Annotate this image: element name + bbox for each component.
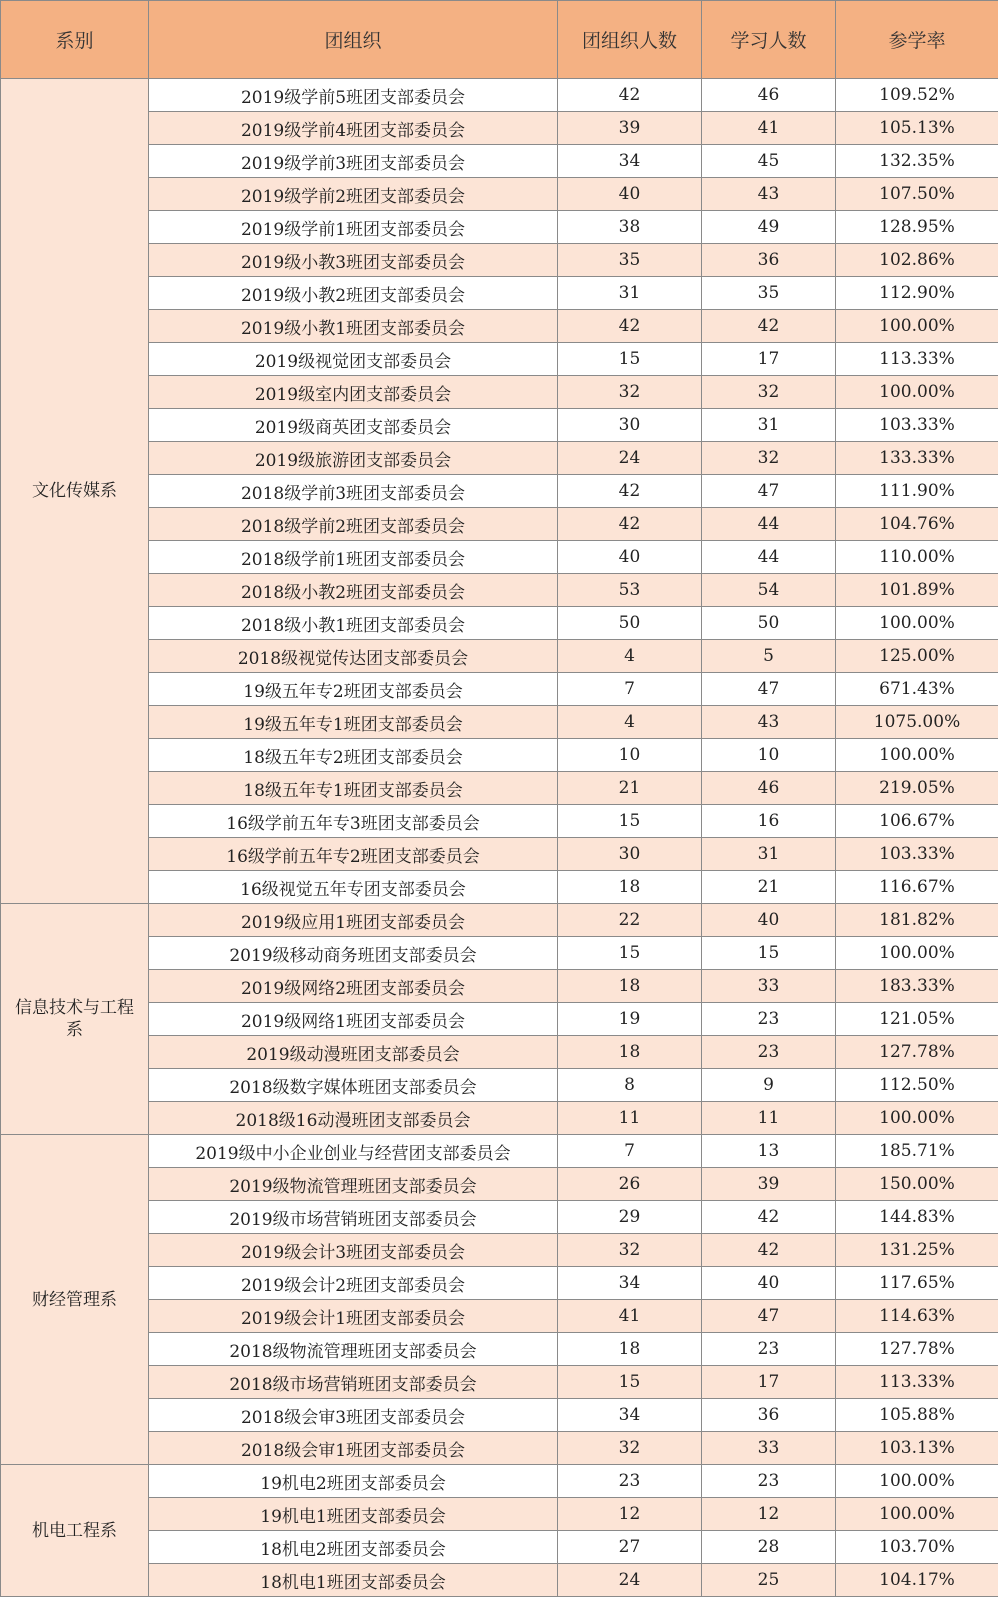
member-count-cell: 24 [558,442,702,475]
organization-cell: 2018级会审3班团支部委员会 [149,1399,558,1432]
participation-rate-cell: 132.35% [836,145,998,178]
learner-count-cell: 15 [702,937,836,970]
participation-rate-cell: 109.52% [836,79,998,112]
table-row [1,409,998,442]
learner-count-cell: 9 [702,1069,836,1102]
participation-rate-cell: 100.00% [836,310,998,343]
organization-cell: 2018级视觉传达团支部委员会 [149,640,558,673]
participation-rate-cell: 100.00% [836,607,998,640]
participation-rate-cell: 100.00% [836,937,998,970]
organization-cell: 2018级数字媒体班团支部委员会 [149,1069,558,1102]
table-row [1,1069,998,1102]
participation-rate-cell: 107.50% [836,178,998,211]
organization-cell: 2019级旅游团支部委员会 [149,442,558,475]
participation-rate-cell: 116.67% [836,871,998,904]
member-count-cell: 30 [558,838,702,871]
learner-count-cell: 40 [702,904,836,937]
learner-count-cell: 47 [702,475,836,508]
participation-rate-cell: 1075.00% [836,706,998,739]
participation-rate-cell: 133.33% [836,442,998,475]
participation-rate-cell: 104.76% [836,508,998,541]
organization-cell: 2018级小教2班团支部委员会 [149,574,558,607]
learner-count-cell: 49 [702,211,836,244]
organization-cell: 2019级学前5班团支部委员会 [149,79,558,112]
table-row [1,937,998,970]
table-row [1,277,998,310]
member-count-cell: 30 [558,409,702,442]
learner-count-cell: 11 [702,1102,836,1135]
member-count-cell: 11 [558,1102,702,1135]
participation-rate-cell: 105.88% [836,1399,998,1432]
learner-count-cell: 43 [702,178,836,211]
table-row [1,805,998,838]
organization-cell: 2019级室内团支部委员会 [149,376,558,409]
member-count-cell: 7 [558,1135,702,1168]
table-row [1,1432,998,1465]
member-count-cell: 24 [558,1564,702,1597]
organization-cell: 2019级商英团支部委员会 [149,409,558,442]
organization-cell: 2019级小教1班团支部委员会 [149,310,558,343]
learner-count-cell: 42 [702,310,836,343]
table-row [1,475,998,508]
learner-count-cell: 23 [702,1003,836,1036]
participation-rate-cell: 103.13% [836,1432,998,1465]
member-count-cell: 7 [558,673,702,706]
member-count-cell: 32 [558,376,702,409]
table-row [1,343,998,376]
organization-cell: 2019级学前2班团支部委员会 [149,178,558,211]
participation-rate-cell: 103.33% [836,409,998,442]
learner-count-cell: 45 [702,145,836,178]
table-row [1,1102,998,1135]
learner-count-cell: 46 [702,772,836,805]
participation-rate-cell: 128.95% [836,211,998,244]
member-count-cell: 15 [558,343,702,376]
member-count-cell: 40 [558,541,702,574]
member-count-cell: 42 [558,508,702,541]
organization-cell: 2018级16动漫班团支部委员会 [149,1102,558,1135]
member-count-cell: 42 [558,310,702,343]
organization-cell: 2019级学前4班团支部委员会 [149,112,558,145]
header-row [1,1,998,79]
member-count-cell: 38 [558,211,702,244]
organization-cell: 2018级物流管理班团支部委员会 [149,1333,558,1366]
department-cell: 信息技术与工程系 [1,904,149,1135]
table-row [1,1564,998,1597]
header-participation-rate: 参学率 [836,1,998,79]
learner-count-cell: 36 [702,244,836,277]
member-count-cell: 4 [558,640,702,673]
participation-rate-cell: 105.13% [836,112,998,145]
table-row [1,541,998,574]
member-count-cell: 34 [558,1267,702,1300]
table-row [1,145,998,178]
learner-count-cell: 33 [702,970,836,1003]
learner-count-cell: 25 [702,1564,836,1597]
table-row [1,574,998,607]
organization-cell: 2019级物流管理班团支部委员会 [149,1168,558,1201]
organization-cell: 2018级市场营销班团支部委员会 [149,1366,558,1399]
table-row [1,607,998,640]
learner-count-cell: 47 [702,673,836,706]
organization-cell: 2019级视觉团支部委员会 [149,343,558,376]
member-count-cell: 35 [558,244,702,277]
table-row [1,79,998,112]
member-count-cell: 26 [558,1168,702,1201]
participation-rate-cell: 103.33% [836,838,998,871]
member-count-cell: 40 [558,178,702,211]
table-row [1,211,998,244]
learner-count-cell: 23 [702,1465,836,1498]
organization-cell: 2019级小教3班团支部委员会 [149,244,558,277]
table-row [1,376,998,409]
participation-rate-cell: 127.78% [836,1036,998,1069]
table-row [1,838,998,871]
participation-rate-cell: 112.50% [836,1069,998,1102]
learner-count-cell: 23 [702,1036,836,1069]
organization-cell: 2019级网络2班团支部委员会 [149,970,558,1003]
learner-count-cell: 42 [702,1234,836,1267]
table-row [1,508,998,541]
department-cell: 文化传媒系 [1,79,149,904]
table-row [1,1300,998,1333]
table-row [1,1135,998,1168]
learner-count-cell: 40 [702,1267,836,1300]
organization-cell: 2018级会审1班团支部委员会 [149,1432,558,1465]
organization-cell: 18级五年专1班团支部委员会 [149,772,558,805]
table-row [1,1168,998,1201]
table-row [1,706,998,739]
participation-rate-cell: 150.00% [836,1168,998,1201]
organization-cell: 16级视觉五年专团支部委员会 [149,871,558,904]
participation-rate-cell: 114.63% [836,1300,998,1333]
learner-count-cell: 32 [702,376,836,409]
organization-cell: 2018级小教1班团支部委员会 [149,607,558,640]
table-row [1,1003,998,1036]
header-department: 系别 [1,1,149,79]
organization-cell: 2019级应用1班团支部委员会 [149,904,558,937]
participation-rate-cell: 100.00% [836,1102,998,1135]
organization-cell: 2018级学前1班团支部委员会 [149,541,558,574]
organization-cell: 2019级小教2班团支部委员会 [149,277,558,310]
member-count-cell: 42 [558,475,702,508]
table-row [1,310,998,343]
organization-cell: 2019级移动商务班团支部委员会 [149,937,558,970]
table-row [1,1036,998,1069]
participation-rate-cell: 131.25% [836,1234,998,1267]
participation-rate-cell: 183.33% [836,970,998,1003]
learner-count-cell: 43 [702,706,836,739]
table-row [1,112,998,145]
learner-count-cell: 41 [702,112,836,145]
organization-cell: 16级学前五年专2班团支部委员会 [149,838,558,871]
table-row [1,244,998,277]
learner-count-cell: 31 [702,409,836,442]
participation-rate-cell: 125.00% [836,640,998,673]
organization-cell: 2019级会计1班团支部委员会 [149,1300,558,1333]
table-row [1,970,998,1003]
participation-rate-cell: 104.17% [836,1564,998,1597]
member-count-cell: 29 [558,1201,702,1234]
participation-rate-cell: 100.00% [836,376,998,409]
member-count-cell: 23 [558,1465,702,1498]
learner-count-cell: 44 [702,508,836,541]
member-count-cell: 50 [558,607,702,640]
learner-count-cell: 23 [702,1333,836,1366]
organization-cell: 19机电1班团支部委员会 [149,1498,558,1531]
table-row [1,904,998,937]
department-cell: 财经管理系 [1,1135,149,1465]
learner-count-cell: 54 [702,574,836,607]
member-count-cell: 31 [558,277,702,310]
member-count-cell: 12 [558,1498,702,1531]
header-organization: 团组织 [149,1,558,79]
header-member-count: 团组织人数 [558,1,702,79]
organization-cell: 19级五年专2班团支部委员会 [149,673,558,706]
table-row [1,1531,998,1564]
table-row [1,1234,998,1267]
member-count-cell: 39 [558,112,702,145]
organization-cell: 19机电2班团支部委员会 [149,1465,558,1498]
organization-cell: 2019级市场营销班团支部委员会 [149,1201,558,1234]
learner-count-cell: 33 [702,1432,836,1465]
learner-count-cell: 42 [702,1201,836,1234]
participation-rate-cell: 111.90% [836,475,998,508]
organization-cell: 19级五年专1班团支部委员会 [149,706,558,739]
table-row [1,178,998,211]
participation-rate-cell: 127.78% [836,1333,998,1366]
participation-rate-cell: 117.65% [836,1267,998,1300]
member-count-cell: 27 [558,1531,702,1564]
member-count-cell: 10 [558,739,702,772]
learner-count-cell: 28 [702,1531,836,1564]
participation-rate-cell: 113.33% [836,343,998,376]
member-count-cell: 21 [558,772,702,805]
member-count-cell: 19 [558,1003,702,1036]
organization-cell: 2019级学前1班团支部委员会 [149,211,558,244]
organization-cell: 2019级会计3班团支部委员会 [149,1234,558,1267]
participation-rate-cell: 113.33% [836,1366,998,1399]
table-row [1,640,998,673]
learner-count-cell: 21 [702,871,836,904]
organization-cell: 18机电2班团支部委员会 [149,1531,558,1564]
member-count-cell: 32 [558,1432,702,1465]
member-count-cell: 22 [558,904,702,937]
learner-count-cell: 35 [702,277,836,310]
member-count-cell: 15 [558,805,702,838]
table-row [1,772,998,805]
participation-rate-cell: 671.43% [836,673,998,706]
learner-count-cell: 13 [702,1135,836,1168]
member-count-cell: 18 [558,1333,702,1366]
table-row [1,442,998,475]
learner-count-cell: 47 [702,1300,836,1333]
table-row [1,1498,998,1531]
organization-cell: 18机电1班团支部委员会 [149,1564,558,1597]
table-row [1,871,998,904]
organization-cell: 2019级网络1班团支部委员会 [149,1003,558,1036]
organization-cell: 2018级学前2班团支部委员会 [149,508,558,541]
table-body [1,79,998,1597]
organization-cell: 2019级会计2班团支部委员会 [149,1267,558,1300]
participation-rate-cell: 110.00% [836,541,998,574]
learner-count-cell: 5 [702,640,836,673]
learner-count-cell: 10 [702,739,836,772]
learner-count-cell: 39 [702,1168,836,1201]
participation-rate-cell: 101.89% [836,574,998,607]
table-row [1,673,998,706]
member-count-cell: 41 [558,1300,702,1333]
organization-cell: 2019级中小企业创业与经营团支部委员会 [149,1135,558,1168]
participation-rate-cell: 121.05% [836,1003,998,1036]
department-cell: 机电工程系 [1,1465,149,1597]
participation-rate-cell: 103.70% [836,1531,998,1564]
learner-count-cell: 46 [702,79,836,112]
member-count-cell: 18 [558,1036,702,1069]
member-count-cell: 34 [558,145,702,178]
table-row [1,1201,998,1234]
learner-count-cell: 17 [702,343,836,376]
table-row [1,739,998,772]
participation-rate-cell: 112.90% [836,277,998,310]
member-count-cell: 53 [558,574,702,607]
member-count-cell: 18 [558,871,702,904]
organization-cell: 2018级学前3班团支部委员会 [149,475,558,508]
learner-count-cell: 32 [702,442,836,475]
participation-rate-cell: 144.83% [836,1201,998,1234]
learner-count-cell: 50 [702,607,836,640]
participation-rate-cell: 100.00% [836,739,998,772]
member-count-cell: 32 [558,1234,702,1267]
learner-count-cell: 17 [702,1366,836,1399]
member-count-cell: 34 [558,1399,702,1432]
participation-rate-cell: 100.00% [836,1498,998,1531]
member-count-cell: 15 [558,937,702,970]
table-row [1,1399,998,1432]
header-learner-count: 学习人数 [702,1,836,79]
participation-rate-cell: 100.00% [836,1465,998,1498]
participation-rate-cell: 219.05% [836,772,998,805]
learner-count-cell: 31 [702,838,836,871]
participation-rate-cell: 102.86% [836,244,998,277]
table-row [1,1465,998,1498]
learner-count-cell: 16 [702,805,836,838]
participation-rate-cell: 106.67% [836,805,998,838]
member-count-cell: 42 [558,79,702,112]
participation-rate-cell: 185.71% [836,1135,998,1168]
member-count-cell: 18 [558,970,702,1003]
member-count-cell: 15 [558,1366,702,1399]
table-row [1,1267,998,1300]
learner-count-cell: 12 [702,1498,836,1531]
organization-cell: 2019级动漫班团支部委员会 [149,1036,558,1069]
member-count-cell: 8 [558,1069,702,1102]
table-row [1,1333,998,1366]
learner-count-cell: 36 [702,1399,836,1432]
table-row [1,1366,998,1399]
organization-cell: 2019级学前3班团支部委员会 [149,145,558,178]
organization-cell: 16级学前五年专3班团支部委员会 [149,805,558,838]
organization-cell: 18级五年专2班团支部委员会 [149,739,558,772]
member-count-cell: 4 [558,706,702,739]
participation-rate-cell: 181.82% [836,904,998,937]
learner-count-cell: 44 [702,541,836,574]
